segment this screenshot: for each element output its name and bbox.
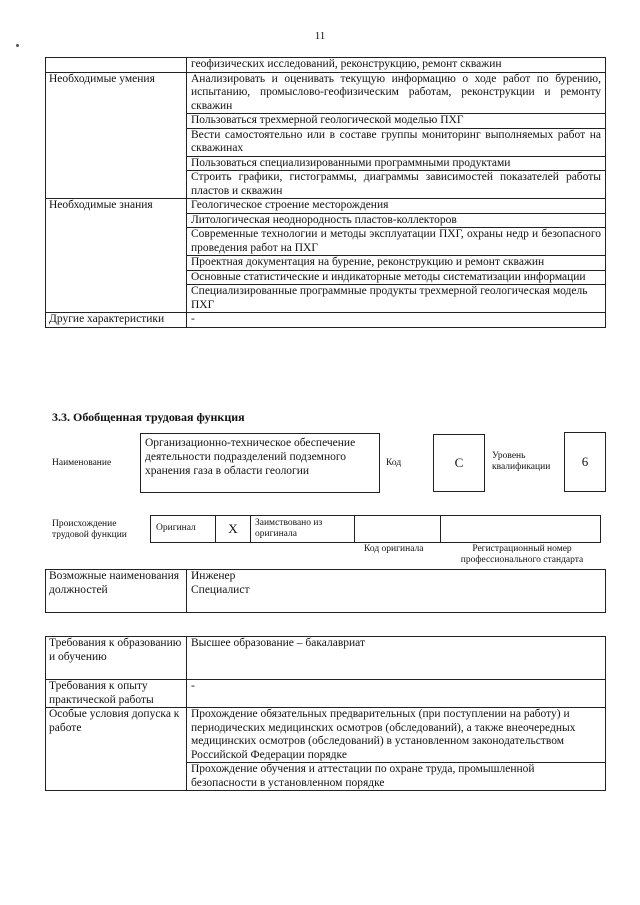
- positions-label: Возможные наименования должностей: [46, 570, 187, 613]
- skill-item: Анализировать и оценивать текущую информацию о ходе работ по бурению, испытанию, промыслово-геофизическим работам, реконструкции и ремонту скважин: [187, 72, 606, 114]
- experience-value: -: [187, 680, 606, 708]
- borrowed-label: Заимствовано из оригинала: [255, 518, 323, 539]
- table-row: [46, 58, 606, 73]
- conditions-label: Особые условия допуска к работе: [46, 708, 187, 791]
- original-label: Оригинал: [156, 523, 196, 533]
- skill-item: Строить графики, гистограммы, диаграммы зависимостей показателей работы пластов и скважин: [187, 171, 606, 199]
- code-original-caption: Код оригинала: [364, 544, 424, 554]
- section-title: 3.3. Обобщенная трудовая функция: [52, 410, 245, 424]
- knowledge-item: Литологическая неоднородность пластов-коллекторов: [187, 213, 606, 228]
- positions-table: [45, 569, 606, 613]
- reg-number-caption: Регистрационный номер профессионального стандарта: [460, 544, 584, 565]
- table-row: [46, 72, 606, 114]
- skills-label: Необходимые умения: [46, 72, 187, 199]
- origin-label: Происхождение трудовой функции: [52, 519, 127, 540]
- level-label: Уровень квалификации: [492, 451, 551, 472]
- other-value: -: [187, 313, 606, 328]
- table-row: [46, 680, 606, 708]
- conditions-item: Прохождение обязательных предварительных (при поступлении на работу) и периодических медицинских осмотров (обследований), а также внеочередных медицинских осмотров (обследований) в установленном законодательством Российской Федерации порядке: [187, 708, 606, 763]
- skill-item: Пользоваться специализированными программными продуктами: [187, 156, 606, 171]
- table-row: [46, 708, 606, 763]
- margin-mark: [16, 44, 19, 47]
- table-row: [46, 199, 606, 214]
- knowledge-item: Проектная документация на бурение, реконструкцию и ремонт скважин: [187, 256, 606, 271]
- original-mark: X: [228, 521, 238, 536]
- name-label: Наименование: [52, 458, 112, 468]
- original-cell: [150, 515, 216, 543]
- code-label: Код: [386, 458, 402, 468]
- code-value-box: C: [433, 434, 485, 492]
- knowledge-item: Современные технологии и методы эксплуатации ПХГ, охраны недр и безопасного проведения работ на ПХГ: [187, 228, 606, 256]
- requirements-table: [45, 636, 606, 791]
- conditions-item: Прохождение обучения и аттестации по охране труда, промышленной безопасности в установленном порядке: [187, 763, 606, 791]
- borrowed-cell: [250, 515, 355, 543]
- blank-label-cell: [46, 58, 187, 73]
- knowledge-item: Геологическое строение месторождения: [187, 199, 606, 214]
- skill-item: Вести самостоятельно или в составе группы мониторинг выполняемых работ на скважинах: [187, 128, 606, 156]
- origin-row: [151, 515, 601, 543]
- table-row: [46, 313, 606, 328]
- education-value: Высшее образование – бакалавриат: [187, 637, 606, 680]
- continuation-cell: геофизических исследований, реконструкцию, ремонт скважин: [187, 58, 606, 73]
- knowledge-label: Необходимые знания: [46, 199, 187, 313]
- experience-label: Требования к опыту практической работы: [46, 680, 187, 708]
- education-label: Требования к образованию и обучению: [46, 637, 187, 680]
- competency-table: [45, 57, 606, 328]
- function-name-box: Организационно-техническое обеспечение деятельности подразделений подземного хранения газа в области геологии: [140, 433, 380, 493]
- other-label: Другие характеристики: [46, 313, 187, 328]
- positions-cell: [187, 570, 606, 613]
- skill-item: Пользоваться трехмерной геологической моделью ПХГ: [187, 114, 606, 129]
- knowledge-item: Основные статистические и индикаторные методы систематизации информации: [187, 270, 606, 285]
- original-mark-cell: [215, 515, 251, 543]
- knowledge-item: Специализированные программные продукты трехмерной геологическая модель ПХГ: [187, 285, 606, 313]
- reg-number-cell: [440, 515, 601, 543]
- position-item: Инженер: [191, 570, 236, 582]
- code-original-cell: [354, 515, 441, 543]
- level-value-box: 6: [564, 432, 606, 492]
- page-number: 11: [314, 30, 326, 42]
- table-row: [46, 570, 606, 613]
- position-item: Специалист: [191, 583, 250, 596]
- table-row: [46, 637, 606, 680]
